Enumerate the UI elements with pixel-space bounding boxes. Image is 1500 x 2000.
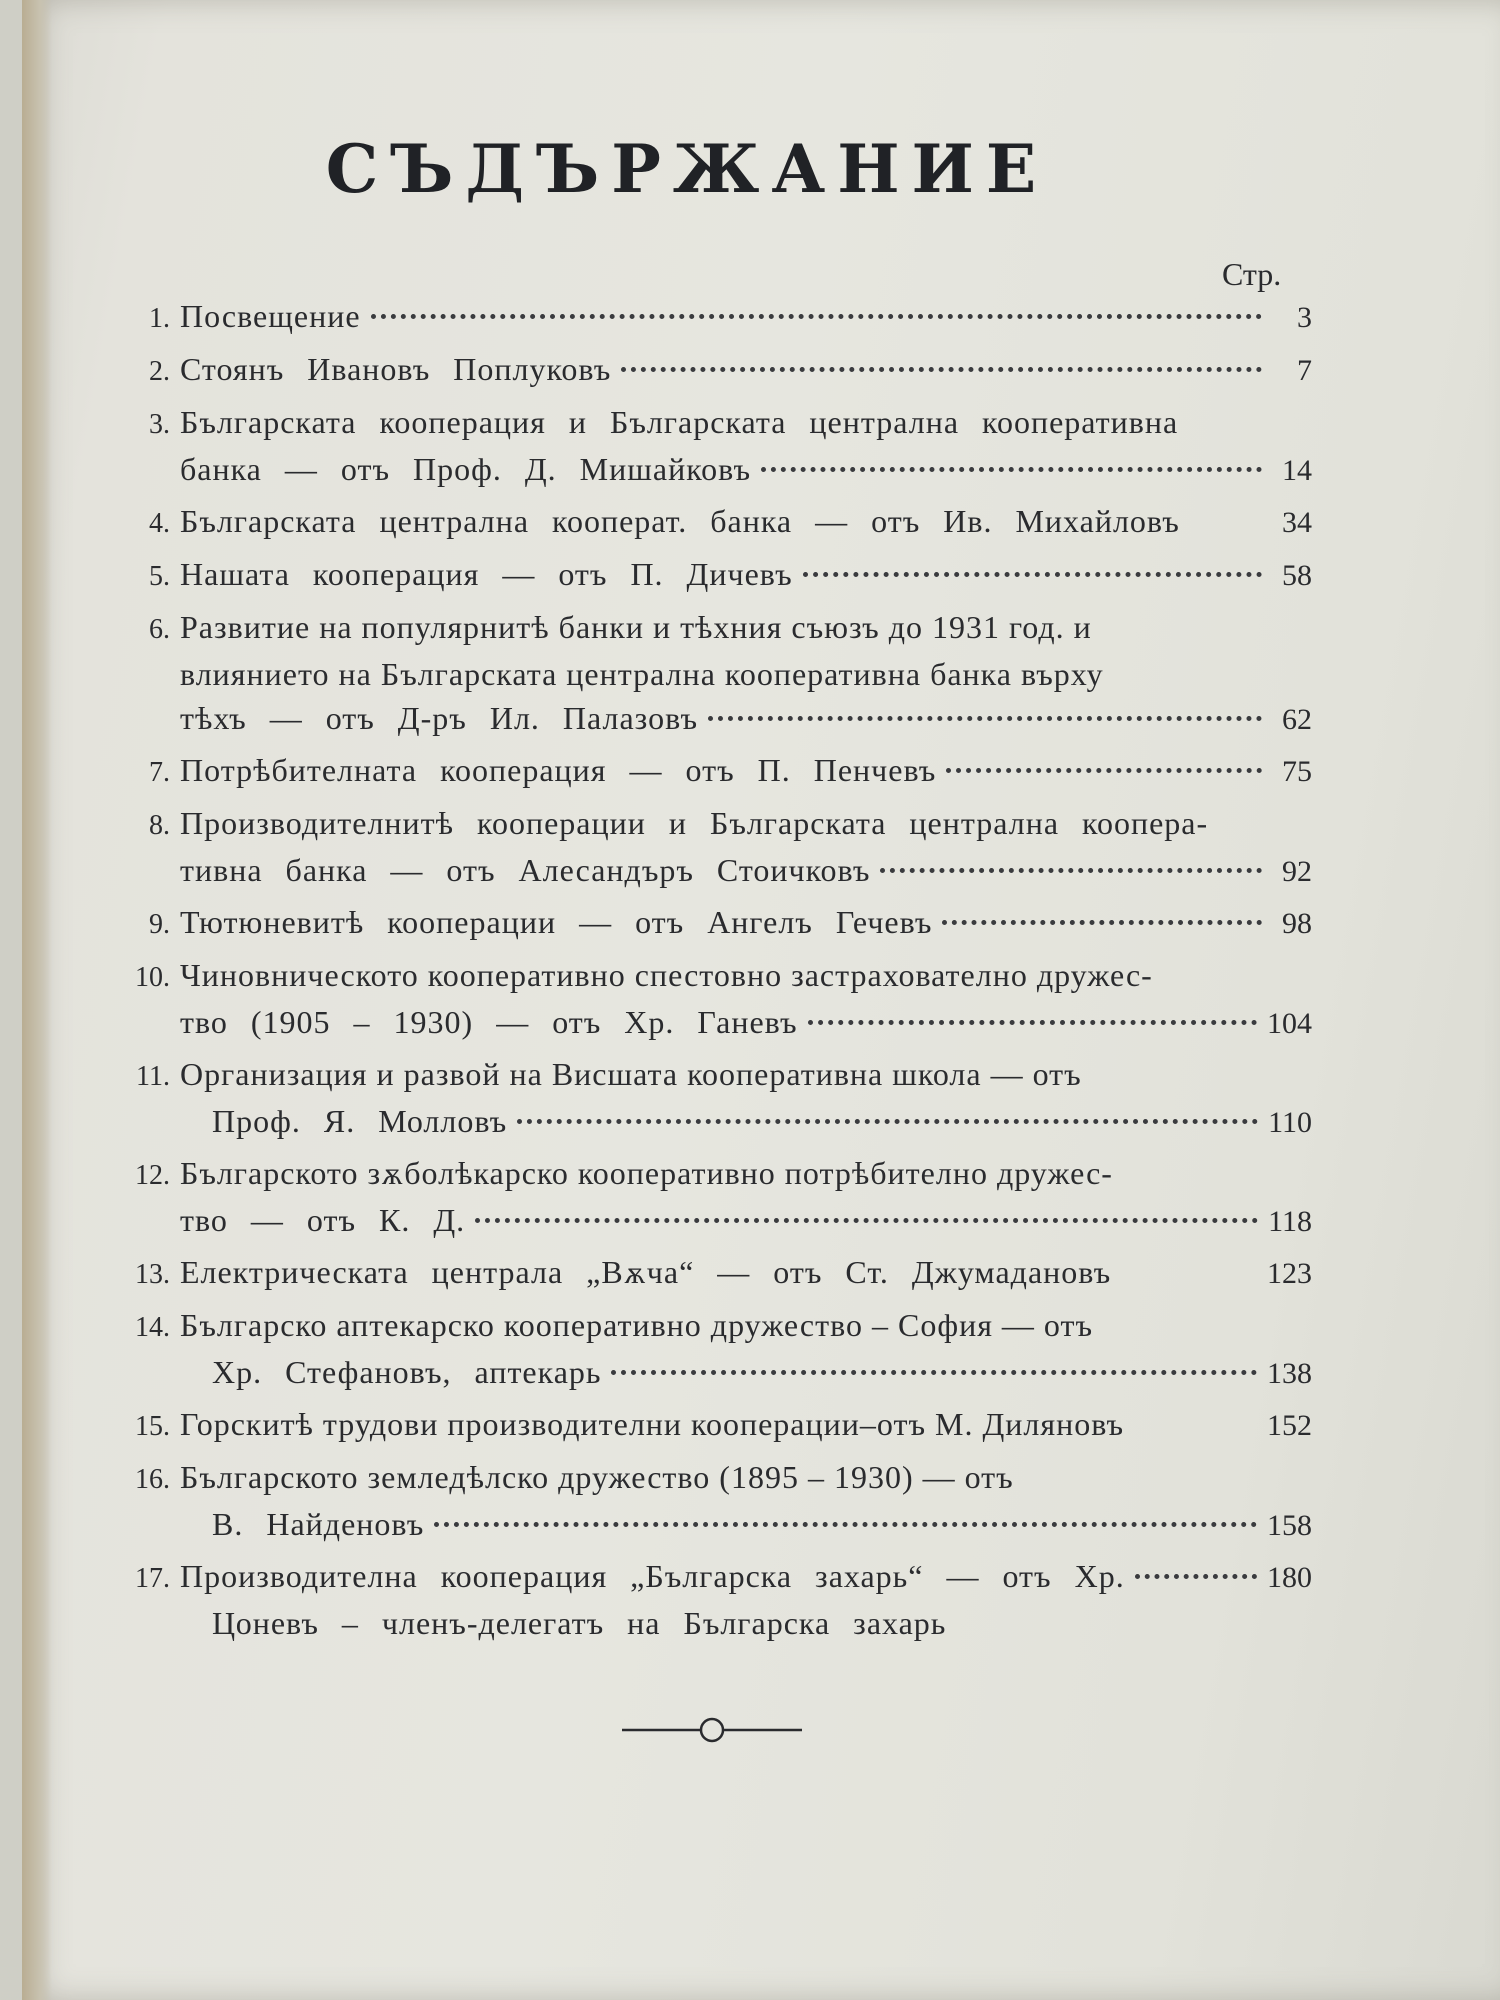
toc-entry-15: [122, 1402, 1312, 1449]
toc-entry-title: Българското зѫболѣкарско кооперативно потрѣбително дружес-: [180, 1155, 1113, 1191]
toc-entry-number: 12.: [135, 1160, 170, 1191]
toc-entry-number: 15.: [135, 1411, 170, 1442]
dot-leader: [611, 1370, 1257, 1375]
toc-entry-16: [122, 1455, 1312, 1548]
toc-entry-title: Чиновническото кооперативно спестовно застрахователно дружес-: [180, 957, 1153, 993]
book-spine-shadow: [22, 0, 52, 2000]
book-page: [22, 0, 1500, 2000]
toc-entry-7: [122, 748, 1312, 795]
toc-entry-page: 110: [1268, 1106, 1312, 1139]
toc-entry-number: 2.: [149, 356, 170, 387]
toc-entry-title: Производителнитѣ кооперации и Българската централна коопера-: [180, 805, 1209, 841]
toc-entry-title: Нашата кооперация — отъ П. Дичевъ: [180, 556, 793, 592]
toc-entry-title: Българската централна кооперат. банка — отъ Ив. Михайловъ: [180, 503, 1180, 539]
dot-leader: [946, 768, 1262, 773]
toc-entry-page: 138: [1267, 1357, 1312, 1390]
toc-entry-10: [122, 953, 1312, 1046]
toc-entry-title: Организация и развой на Висшата кооперативна школа — отъ: [180, 1056, 1082, 1092]
toc-entry-title-continued: Проф. Я. Молловъ: [212, 1103, 508, 1139]
toc-entry-number: 3.: [149, 409, 170, 440]
toc-entry-page: 123: [1267, 1257, 1312, 1290]
toc-entry-title: Производителна кооперация „Българска захарь“ — отъ Хр.: [180, 1558, 1125, 1594]
toc-entry-4: [122, 499, 1312, 546]
toc-entry-1: [122, 294, 1312, 341]
toc-entry-6: [122, 605, 1312, 742]
toc-entry-17: [122, 1554, 1312, 1645]
dot-leader: [708, 716, 1262, 721]
toc-entry-title: Посвещение: [180, 298, 361, 334]
toc-entry-page: 118: [1268, 1205, 1312, 1238]
toc-entry-number: 17.: [135, 1563, 170, 1594]
toc-entry-title: Потрѣбителната кооперация — отъ П. Пенчевъ: [180, 752, 937, 788]
toc-entry-title: Електрическата централа „Вѫча“ — отъ Ст. Джумадановъ: [180, 1254, 1112, 1290]
toc-entry-title-continued: тво — отъ К. Д.: [180, 1202, 466, 1238]
toc-entry-number: 4.: [149, 508, 170, 539]
dot-leader: [1135, 1574, 1257, 1579]
toc-entry-title-continued: тивна банка — отъ Алесандъръ Стоичковъ: [180, 852, 871, 888]
toc-entry-2: [122, 347, 1312, 394]
toc-entry-title: Горскитѣ трудови производителни кооперации–отъ М. Диляновъ: [180, 1406, 1125, 1442]
dot-leader: [761, 467, 1262, 472]
toc-entry-number: 10.: [135, 962, 170, 993]
toc-entry-title-continued: тво (1905 – 1930) — отъ Хр. Ганевъ: [180, 1004, 798, 1040]
toc-entry-page: 75: [1282, 755, 1312, 788]
toc-entry-page: 152: [1267, 1409, 1312, 1442]
toc-entry-number: 13.: [135, 1259, 170, 1290]
dot-leader: [808, 1020, 1258, 1025]
dot-leader: [371, 314, 1262, 319]
toc-entry-title: Тютюневитѣ кооперации — отъ Ангелъ Гечевъ: [180, 904, 933, 940]
toc-entry-page: 58: [1282, 559, 1312, 592]
toc-entry-page: 180: [1267, 1561, 1312, 1594]
toc-entry-title: Българското земледѣлско дружество (1895 – 1930) — отъ: [180, 1459, 1014, 1495]
toc-entry-13: [122, 1250, 1312, 1297]
toc-entry-11: [122, 1052, 1312, 1145]
dot-leader: [621, 367, 1262, 372]
toc-entry-number: 14.: [135, 1312, 170, 1343]
toc-entry-page: 92: [1282, 855, 1312, 888]
toc-entry-3: [122, 400, 1312, 493]
toc-entry-title-continued: В. Найденовъ: [212, 1506, 425, 1542]
toc-entry-title: Българската кооперация и Българската централна кооперативна: [180, 404, 1179, 440]
page-title: СЪДЪРЖАНИЕ: [325, 130, 1049, 208]
toc-entry-page: 34: [1282, 506, 1312, 539]
toc-entry-page: 3: [1297, 301, 1312, 334]
end-ornament: [602, 1715, 822, 1745]
toc-entry-number: 6.: [149, 614, 170, 645]
toc-entry-page: 98: [1282, 907, 1312, 940]
toc-entry-title: Българско аптекарско кооперативно дружество – София — отъ: [180, 1307, 1094, 1343]
toc-entry-title-continued: Хр. Стефановъ, аптекарь: [212, 1354, 602, 1390]
toc-entry-number: 1.: [149, 303, 170, 334]
dot-leader: [434, 1522, 1257, 1527]
toc-entry-number: 5.: [149, 561, 170, 592]
dot-leader: [803, 572, 1262, 577]
toc-entry-5: [122, 552, 1312, 599]
toc-entry-title-continued: тѣхъ — отъ Д-ръ Ил. Палазовъ: [180, 700, 698, 736]
dot-leader: [942, 920, 1262, 925]
toc-entry-number: 8.: [149, 810, 170, 841]
toc-entry-8: [122, 801, 1312, 894]
toc-entry-title-continued: влиянието на Българската централна кооперативна банка върху: [180, 656, 1104, 692]
toc-entry-title-continued: Цоневъ – членъ-делегатъ на Българска захарь: [212, 1605, 947, 1641]
toc-entry-page: 14: [1282, 454, 1312, 487]
dot-leader: [517, 1119, 1258, 1124]
table-of-contents: [122, 280, 1312, 1651]
dot-leader: [475, 1218, 1258, 1223]
toc-entry-9: [122, 900, 1312, 947]
toc-entry-number: 9.: [149, 909, 170, 940]
toc-entry-number: 11.: [136, 1061, 170, 1092]
toc-entry-number: 7.: [149, 757, 170, 788]
toc-entry-14: [122, 1303, 1312, 1396]
toc-entry-title: Развитие на популярнитѣ банки и тѣхния съюзъ до 1931 год. и: [180, 609, 1092, 645]
toc-entry-page: 158: [1267, 1509, 1312, 1542]
toc-entry-page: 104: [1267, 1007, 1312, 1040]
dot-leader: [880, 868, 1262, 873]
toc-entry-title-continued: банка — отъ Проф. Д. Мишайковъ: [180, 451, 751, 487]
toc-entry-page: 7: [1297, 354, 1312, 387]
toc-entry-page: 62: [1282, 703, 1312, 736]
toc-entry-title: Стоянъ Ивановъ Поплуковъ: [180, 351, 612, 387]
toc-entry-12: [122, 1151, 1312, 1244]
page-column-label: Стр.: [1222, 256, 1282, 292]
toc-entry-number: 16.: [135, 1464, 170, 1495]
